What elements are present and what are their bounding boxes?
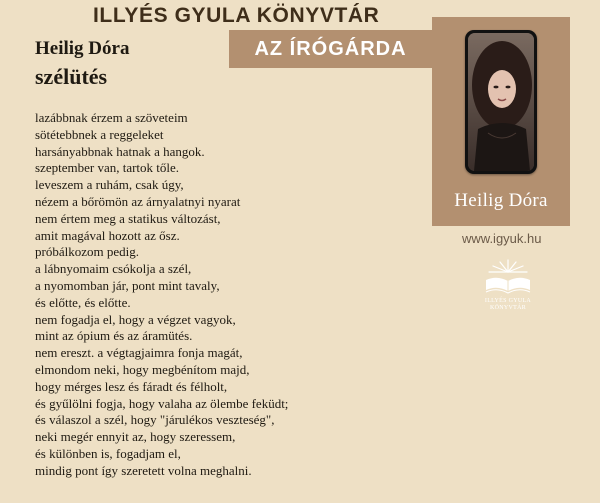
phone-frame	[465, 30, 537, 174]
poem-line: próbálkozom pedig.	[35, 244, 139, 260]
library-title: ILLYÉS GYULA KÖNYVTÁR	[93, 4, 380, 27]
photo-card-name: Heilig Dóra	[454, 190, 548, 211]
poem-line: és különben is, fogadjam el,	[35, 445, 181, 461]
open-book-icon	[478, 258, 538, 298]
poem-title: szélütés	[35, 64, 108, 89]
poem-line: hogy mérges lesz és fáradt és félholt,	[35, 378, 228, 394]
poem-line: mint az ópium és az áramütés.	[35, 328, 193, 344]
website-link[interactable]: www.igyuk.hu	[462, 231, 542, 246]
author-name: Heilig Dóra	[35, 38, 130, 59]
poem-line: szeptember van, tartok tőle.	[35, 160, 180, 176]
poem-line: és gyűlölni fogja, hogy valaha az ölembe feküdt;	[35, 395, 289, 411]
poem-line: nézem a bőrömön az árnyalatnyi nyarat	[35, 193, 241, 209]
poem-line: és válaszol a szél, hogy "járulékos veszteség",	[35, 412, 275, 428]
logo-text-line1: ILLYÉS GYULA	[484, 298, 532, 304]
poem-line: harsányabbnak hatnak a hangok.	[35, 143, 205, 159]
poem-line: leveszem a ruhám, csak úgy,	[35, 177, 184, 193]
poem-line: neki megér ennyit az, hogy szeressem,	[35, 429, 236, 445]
poem-line: nem fogadja el, hogy a végzet vagyok,	[35, 311, 236, 327]
poem-line: nem értem meg a statikus változást,	[35, 210, 221, 226]
library-logo	[478, 258, 538, 328]
poem-line: mindig pont így szeretett volna meghalni.	[35, 462, 252, 478]
section-badge-label: AZ ÍRÓGÁRDA	[254, 37, 407, 60]
poem-line: a nyomomban jár, pont mint tavaly,	[35, 277, 220, 293]
poem-line: lazábbnak érzem a szöveteim	[35, 110, 188, 125]
poem-line: sötétebbnek a reggeleket	[35, 126, 164, 142]
poem-line: nem ereszt. a végtagjaimra fonja magát,	[35, 345, 243, 361]
poem-line: a lábnyomaim csókolja a szél,	[35, 261, 192, 277]
author-photo-card	[432, 17, 570, 226]
portrait-image	[468, 33, 534, 171]
poem-body	[35, 110, 335, 480]
author-portrait	[468, 33, 534, 171]
poem-line: elmondom neki, hogy megbénítom majd,	[35, 361, 250, 377]
poem-line: és előtte, és előtte.	[35, 294, 131, 310]
section-badge	[229, 30, 432, 68]
poem-line: amit magával hozott az ősz.	[35, 227, 180, 243]
logo-text-line2: KÖNYVTÁR	[489, 305, 527, 311]
